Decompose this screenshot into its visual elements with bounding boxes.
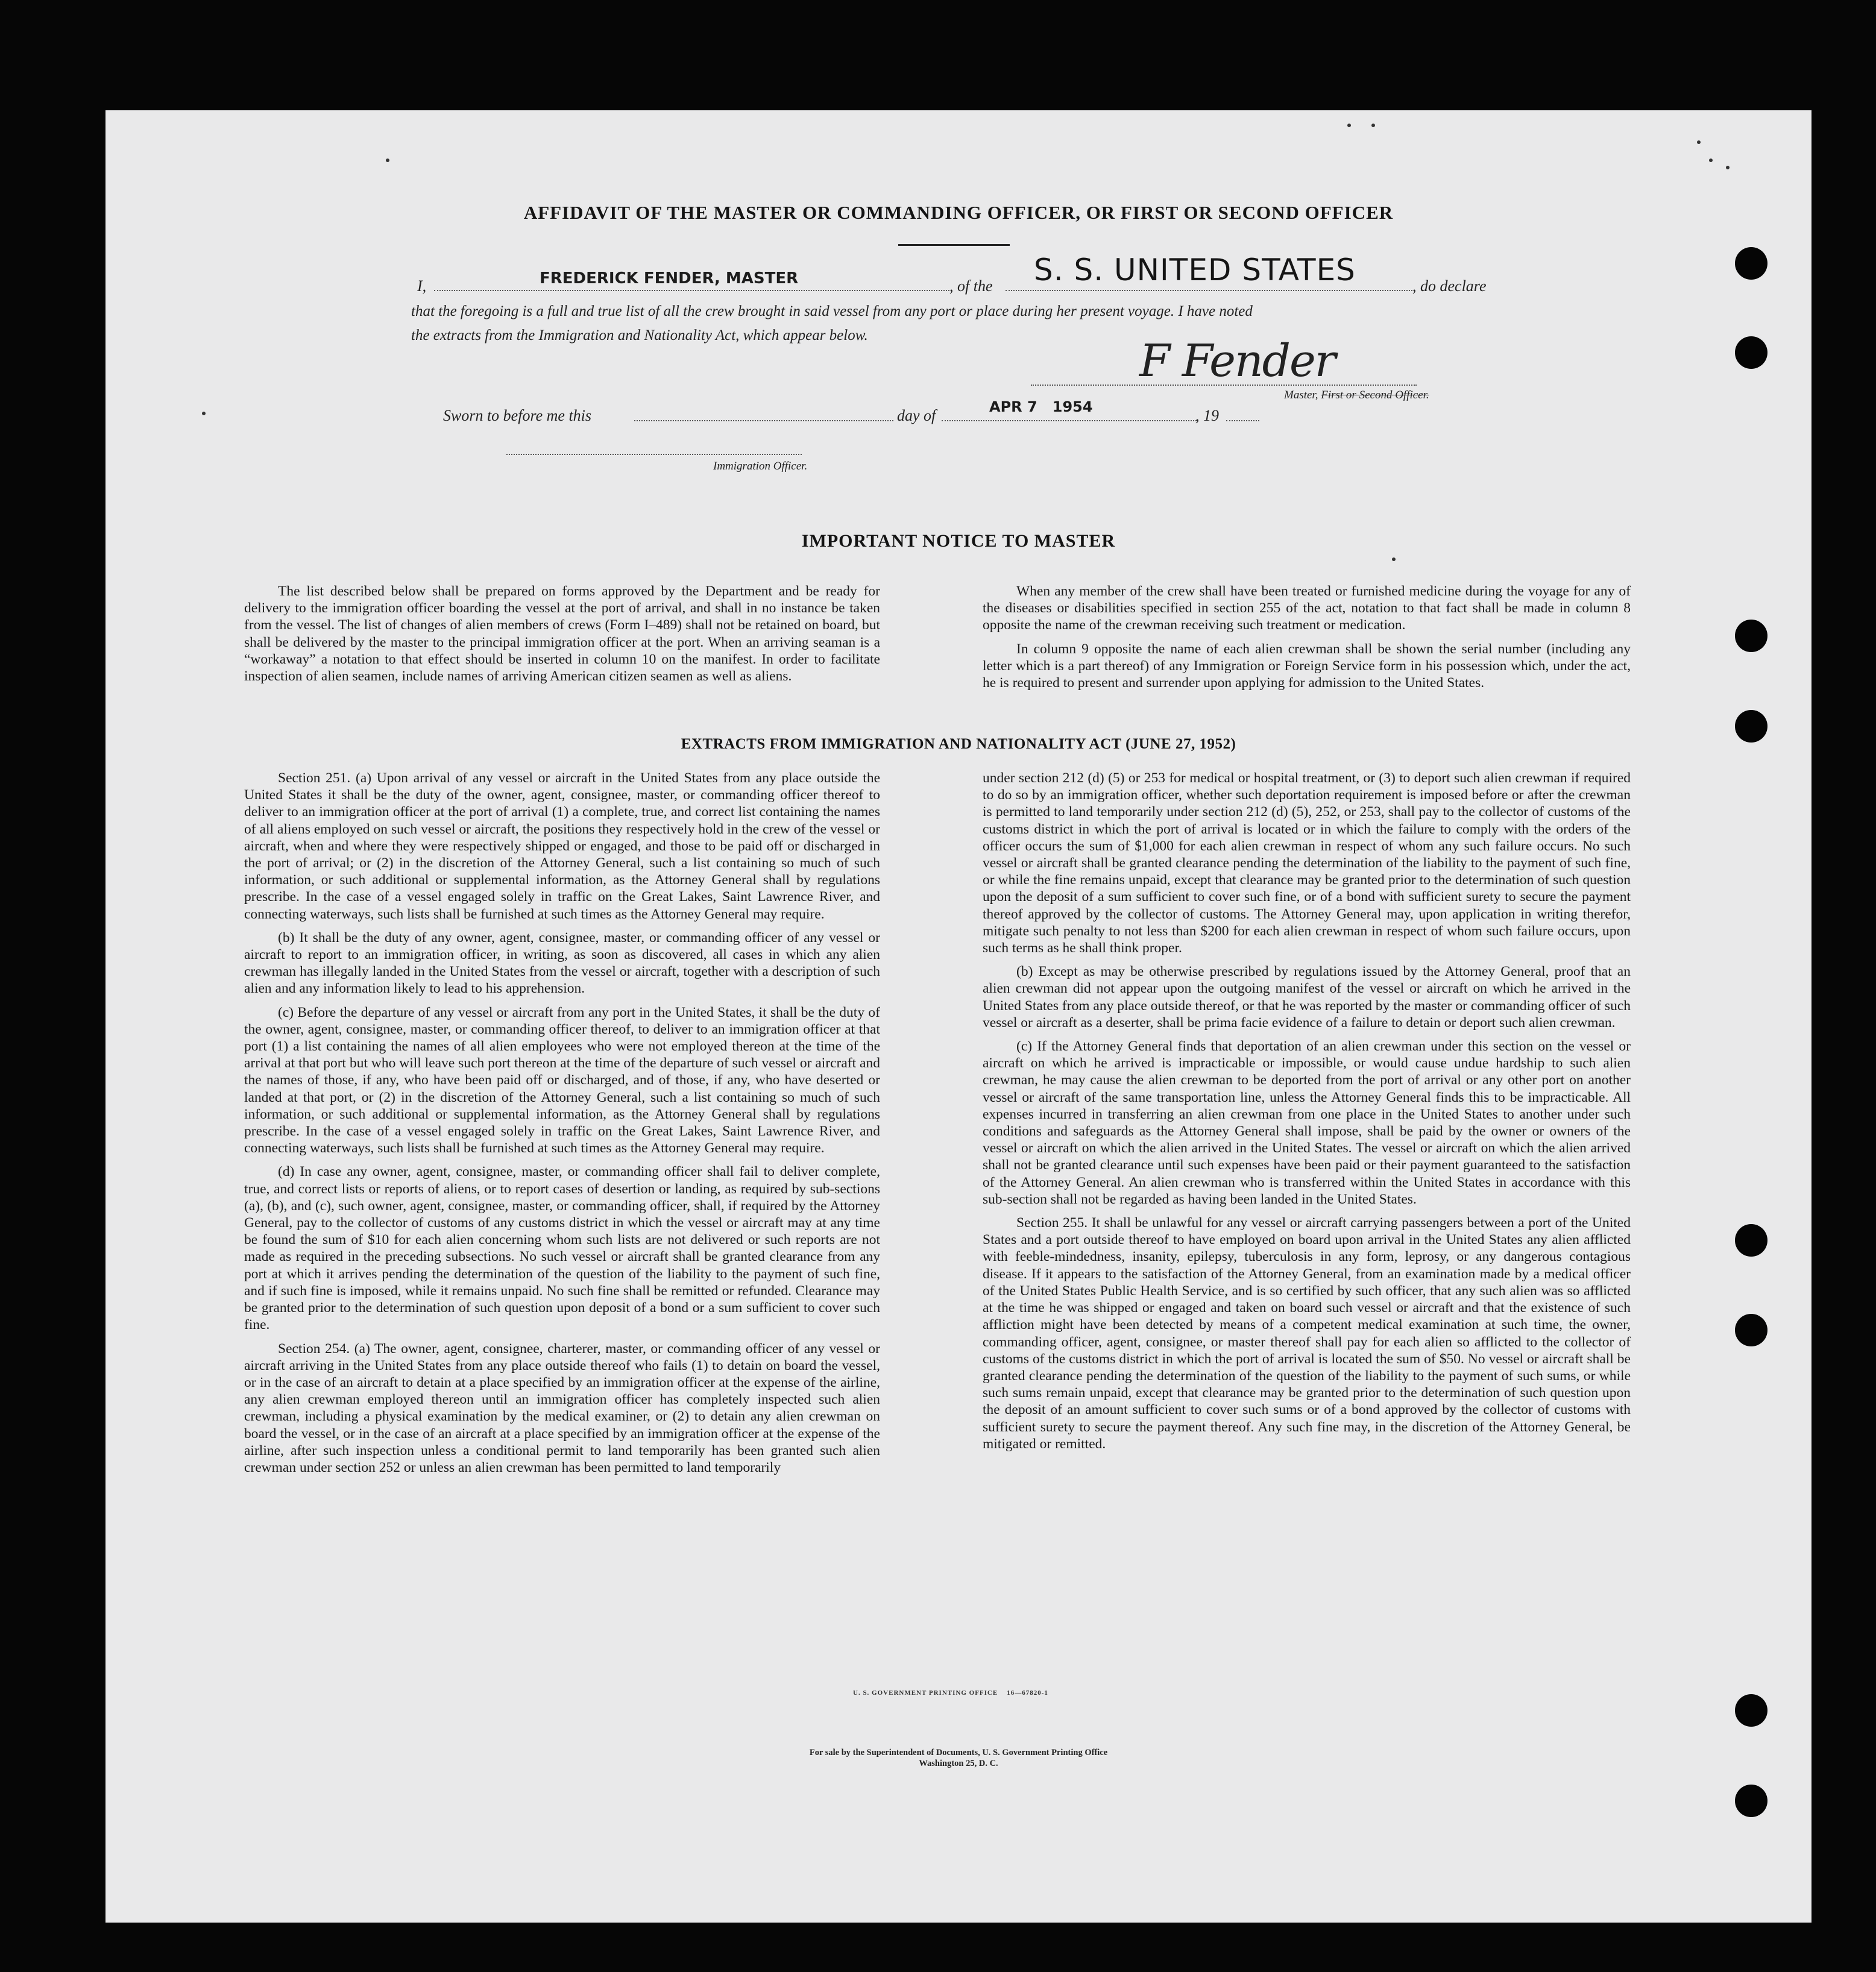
year-label: , 19 bbox=[1195, 407, 1219, 424]
paper-speck bbox=[1709, 159, 1713, 162]
affidavit-page bbox=[105, 110, 1811, 1923]
extract-section: (b) Except as may be otherwise prescribed by regulations issued by the Attorney General, proof that an alien crewman did not appear upon the outgoing manifest of the vessel or aircraft on which he arrived in the United States from any place outside thereof, or that he was reported by the master or commanding officer of such vessel or aircraft as a deserter, shall be prima facie evidence of a failure to detain or deport such alien crewman. bbox=[983, 964, 1631, 1031]
of-the-label: , of the bbox=[949, 277, 993, 295]
notice-title: IMPORTANT NOTICE TO MASTER bbox=[801, 531, 1116, 551]
signature-line bbox=[1031, 385, 1417, 386]
paper-speck bbox=[1347, 124, 1351, 127]
binder-hole bbox=[1735, 336, 1767, 369]
extract-section: Section 251. (a) Upon arrival of any vessel or aircraft in the United States from any place outside the United States it shall be the duty of the owner, agent, consignee, master, or commanding officer thereof to deliver to an immigration officer at the port of arrival (1) a complete, true, and correct list containing the names of all aliens employed on such vessel or aircraft, the positions they respectively hold in the crew of the vessel or aircraft, when and where they were respectively shipped or engaged, and those to be paid off or discharged in the port of arrival; or (2) in the discretion of the Attorney General, such a list containing so much of such information, or such additional or supplemental information, as the Attorney General shall by regulations prescribe. In the case of a vessel engaged solely in traffic on the Great Lakes, Saint Lawrence River, and connecting waterways, such lists shall be furnished at such times as the Attorney General may require. bbox=[244, 770, 880, 922]
title-rule bbox=[898, 244, 1010, 246]
immigration-officer-line bbox=[506, 454, 802, 455]
caption-master: Master, bbox=[1284, 389, 1318, 401]
extract-section: Section 255. It shall be unlawful for any vessel or aircraft carrying passengers between a port of the United States and a port outside thereof to have employed on board upon arrival in the United States any alien afflicted with feeble-mindedness, insanity, epilepsy, tuberculosis in any form, leprosy, or any dangerous contagious disease. If it appears to the satisfaction of the Attorney General, from an examination made by a medical officer of the United States Public Health Service, and is so certified by such officer, that any such alien was so afflicted at the time he was shipped or engaged and taken on board such vessel or aircraft and that the existence of such affliction might have been detected by means of a competent medical examination at such time, the owner, commanding officer, agent, consignee, or master thereof shall pay for each alien so afflicted to the collector of customs of the customs district in which the port of arrival is located the sum of $50. No vessel or aircraft shall be granted clearance pending the determination of the question of the liability to the payment of such sums, or while such sums remain unpaid, except that clearance may be granted prior to the determination of such question upon the deposit of an amount sufficient to cover such sums or of a bond approved by the collector of customs with sufficient surety to secure the payment thereof. Any such fine may, in the discretion of the Attorney General, be mitigated or remitted. bbox=[983, 1215, 1631, 1452]
extract-section: Section 254. (a) The owner, agent, consignee, charterer, master, or commanding officer of any vessel or aircraft arriving in the United States from any place outside thereof who fails (1) to detain on board the vessel, or in the case of an aircraft to detain at a place specified by an immigration officer at the expense of the airline, any alien crewman employed thereon until an immigration officer has completely inspected such alien crewman, including a physical examination by the medical examiner, or (2) to detain any alien crewman on board the vessel, or in the case of an aircraft at a place specified by an immigration officer at the expense of the airline, after such inspection unless a conditional permit to land temporarily has been granted such alien crewman under section 252 or unless an alien crewman has been permitted to land temporarily bbox=[244, 1340, 880, 1475]
affidavit-title: AFFIDAVIT OF THE MASTER OR COMMANDING OFFICER, OR FIRST OR SECOND OFFICER bbox=[523, 202, 1394, 223]
statement-line-2: the extracts from the Immigration and Nationality Act, which appear below. bbox=[411, 327, 868, 344]
for-sale-line-2: Washington 25, D. C. bbox=[919, 1759, 998, 1768]
binder-hole bbox=[1735, 247, 1767, 280]
day-of-label: day of bbox=[897, 407, 936, 424]
paper-speck bbox=[1392, 557, 1396, 561]
notice-left-column bbox=[244, 583, 880, 685]
signature-caption bbox=[1284, 389, 1429, 402]
year-line bbox=[1226, 420, 1259, 421]
extracts-right-column bbox=[983, 770, 1631, 1452]
binder-hole bbox=[1735, 1224, 1767, 1257]
sworn-month-line bbox=[942, 420, 1197, 421]
for-sale-line-1: For sale by the Superintendent of Documents, U. S. Government Printing Office bbox=[809, 1748, 1108, 1757]
binder-hole bbox=[1735, 1694, 1767, 1727]
extract-section: (b) It shall be the duty of any owner, agent, consignee, master, or commanding officer of any vessel or aircraft to report to an immigration officer, in writing, as soon as discovered, all cases in which any alien crewman has illegally landed in the United States from the vessel or aircraft, together with a description of such alien and any information likely to lead to his apprehension. bbox=[244, 929, 880, 997]
paper-speck bbox=[1697, 140, 1701, 144]
gpo-imprint: U. S. GOVERNMENT PRINTING OFFICE 16—67820-1 bbox=[853, 1689, 1048, 1697]
extract-section: (c) If the Attorney General finds that deportation of an alien crewman under this section on the vessel or aircraft on which he arrived is impracticable or impossible, or would cause undue hardship to such alien crewman, he may cause the alien crewman to be deported from the port of arrival or any other port on another vessel or aircraft of the same transportation line, unless the Attorney General finds this to be impracticable. All expenses incurred in transferring an alien crewman from one place in the United States to another under such conditions and safeguards as the Attorney General shall impose, shall be paid by the owner or owners of the vessel or aircraft on which the alien arrived in the United States. The vessel or aircraft on which the alien arrived shall not be granted clearance until such expenses have been paid or their payment guaranteed to the satisfaction of the Attorney General. An alien crewman who is transferred within the United States in accordance with this sub-section shall not be regarded as having been landed in the United States. bbox=[983, 1038, 1631, 1207]
statement-line-1: that the foregoing is a full and true list of all the crew brought in said vessel from any port or place during her present voyage. I have noted bbox=[411, 303, 1253, 319]
sworn-label: Sworn to before me this bbox=[443, 407, 592, 424]
do-declare-label: , do declare bbox=[1412, 277, 1487, 295]
master-name-line bbox=[434, 290, 949, 291]
vessel-name: S. S. UNITED STATES bbox=[1034, 253, 1356, 287]
immigration-officer-caption: Immigration Officer. bbox=[713, 460, 808, 473]
extract-section: (c) Before the departure of any vessel or aircraft from any port in the United States, it shall be the duty of the owner, agent, consignee, master, or commanding officer thereof, to deliver to an immigration officer at that port (1) a list containing the names of all alien employees who were not employed thereon at the time of the arrival at that port but who will leave such port thereon at the time of the departure of such vessel or aircraft and the names of those, if any, who have been paid off or discharged, and of those, if any, who have deserted or landed at that port, or (2) in the discretion of the Attorney General, such a list containing so much of such information, or such additional or supplemental information, as the Attorney General shall by regulations prescribe. In the case of a vessel engaged solely in traffic on the Great Lakes, Saint Lawrence River, and connecting waterways, such lists shall be furnished at such times as the Attorney General may require. bbox=[244, 1004, 880, 1157]
paper-speck bbox=[1726, 166, 1730, 169]
notice-paragraph: The list described below shall be prepared on forms approved by the Department and be ready for delivery to the immigration officer boarding the vessel at the port of arrival, and shall in no instance be taken from the vessel. The list of changes of alien members of crews (Form I–489) shall not be retained on board, but shall be delivered by the master to the principal immigration officer at the port. When an arriving seaman is a “workaway” a notation to that effect should be inserted in column 10 on the manifest. In order to facilitate inspection of alien seamen, include names of arriving American citizen seamen as well as aliens. bbox=[244, 583, 880, 685]
i-label: I, bbox=[417, 277, 427, 295]
sworn-date-stamp: APR 7 1954 bbox=[989, 398, 1093, 415]
master-name: FREDERICK FENDER, MASTER bbox=[540, 269, 799, 287]
notice-right-column bbox=[983, 583, 1631, 691]
vessel-name-line bbox=[1006, 290, 1412, 291]
master-signature: F Fender bbox=[1139, 335, 1335, 387]
for-sale-notice bbox=[105, 1747, 1811, 1769]
binder-hole bbox=[1735, 1785, 1767, 1817]
extracts-title: EXTRACTS FROM IMMIGRATION AND NATIONALITY ACT (JUNE 27, 1952) bbox=[681, 736, 1236, 752]
sworn-day-line bbox=[634, 420, 893, 421]
binder-hole bbox=[1735, 620, 1767, 652]
paper-speck bbox=[202, 412, 206, 415]
extracts-left-column bbox=[244, 770, 880, 1476]
paper-speck bbox=[386, 159, 389, 162]
notice-paragraph: When any member of the crew shall have been treated or furnished medicine during the voyage for any of the diseases or disabilities specified in section 255 of the act, notation to that fact shall be made in column 8 opposite the name of the crewman receiving such treatment or medication. bbox=[983, 583, 1631, 633]
extract-section: under section 212 (d) (5) or 253 for medical or hospital treatment, or (3) to deport such alien crewman if required to do so by an immigration officer, whether such deportation requirement is imposed before or after the crewman is permitted to land temporarily under section 212 (d) (5), 252, or 253, shall pay to the collector of customs of the customs district in which the port of arrival is located or in which the failure to comply with the orders of the officer occurs the sum of $1,000 for each alien crewman in respect of whom any such failure occurs. No such vessel or aircraft shall be granted clearance pending the determination of the liability to the payment of such fine, or while the fine remains unpaid, except that clearance may be granted prior to the determination of such question upon the deposit of a sum sufficient to cover such fine, or of a bond with sufficient surety to secure the payment thereof approved by the collector of customs. The Attorney General may, upon application in writing therefor, mitigate such penalty to not less than $200 for each alien crewman in respect of whom such failure occurs, upon such terms as he shall think proper. bbox=[983, 770, 1631, 956]
paper-speck bbox=[1371, 124, 1375, 127]
binder-hole bbox=[1735, 1314, 1767, 1346]
extract-section: (d) In case any owner, agent, consignee, master, or commanding officer shall fail to deliver complete, true, and correct lists or reports of aliens, or to report cases of desertion or landing, as required by sub-sections (a), (b), and (c), such owner, agent, consignee, master, or commanding officer, shall, if required by the Attorney General, pay to the collector of customs of any customs district in which the vessel or aircraft may at any time be found the sum of $10 for each alien concerning whom such lists are not delivered or such reports are not made as required in the preceding subsections. No such vessel or aircraft shall be granted clearance from any port at which it arrives pending the determination of the question of the liability to the payment of such fine, and if such fine is imposed, while it remains unpaid. No such fine shall be remitted or refunded. Clearance may be granted prior to the determination of such question upon deposit of a bond or a sum sufficient to cover such fine. bbox=[244, 1164, 880, 1333]
caption-struck-officer: First or Second Officer. bbox=[1321, 389, 1429, 401]
notice-paragraph: In column 9 opposite the name of each alien crewman shall be shown the serial number (including any letter which is a part thereof) of any Immigration or Foreign Service form in his possession which, under the act, he is required to present and surrender upon applying for admission to the United States. bbox=[983, 641, 1631, 691]
